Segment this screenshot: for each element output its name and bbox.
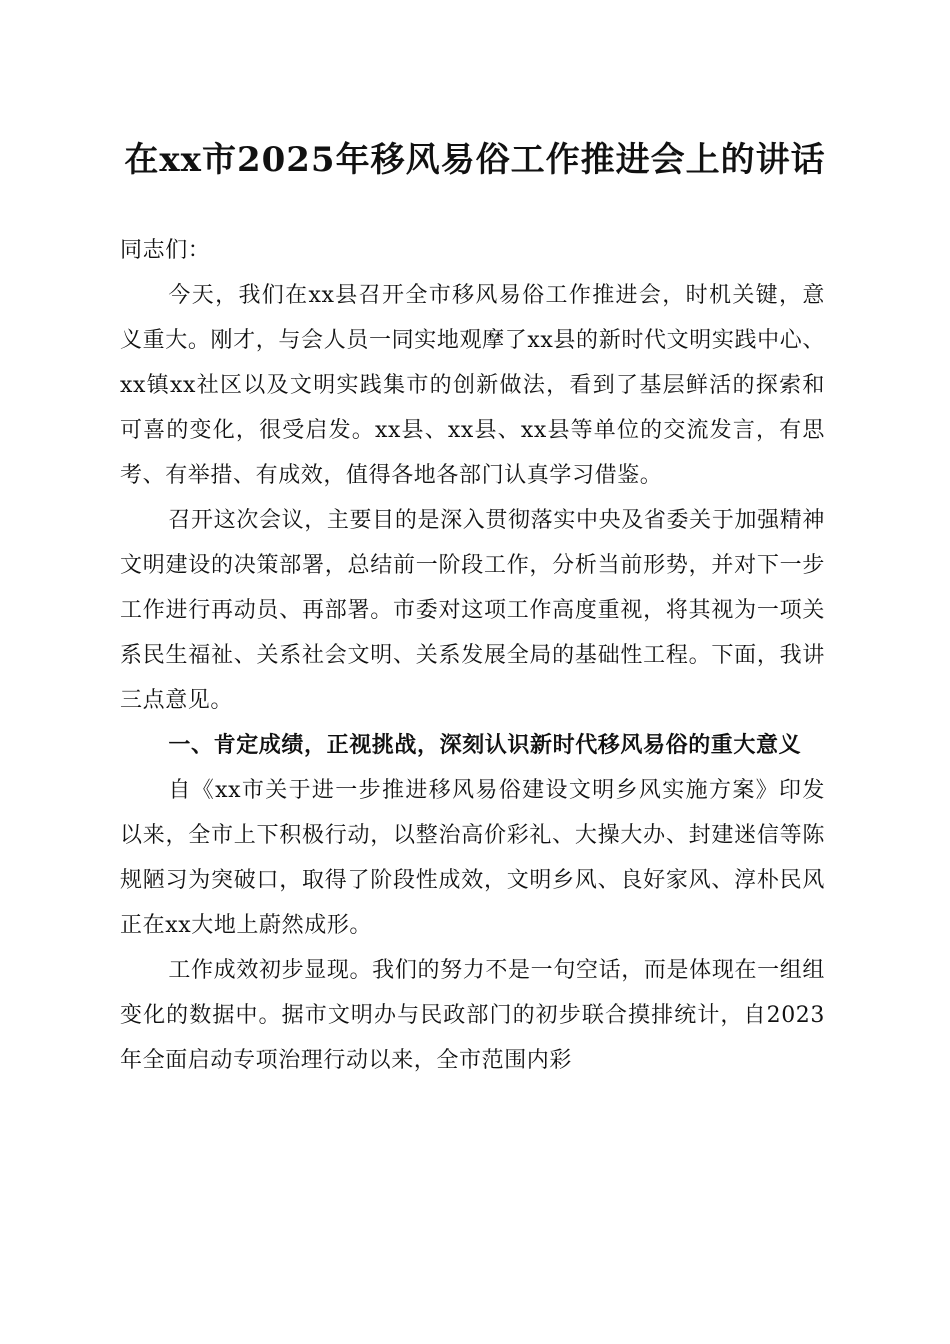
- body-paragraph: 工作成效初步显现。我们的努力不是一句空话，而是体现在一组组变化的数据中。据市文明办与民政部门的初步联合摸排统计，自2023年全面启动专项治理行动以来，全市范围内彩: [120, 958, 825, 1073]
- body-paragraph: 自《xx市关于进一步推进移风易俗建设文明乡风实施方案》印发以来，全市上下积极行动，以整治高价彩礼、大操大办、封建迷信等陈规陋习为突破口，取得了阶段性成效，文明乡风、良好家风、淳朴民风正在xx大地上蔚然成形。: [120, 778, 825, 938]
- document-title: 在xx市2025年移风易俗工作推进会上的讲话: [124, 140, 826, 180]
- section-heading: 一、肯定成绩，正视挑战，深刻认识新时代移风易俗的重大意义: [168, 733, 802, 758]
- body-paragraph: 今天，我们在xx县召开全市移风易俗工作推进会，时机关键，意义重大。刚才，与会人员一同实地观摩了xx县的新时代文明实践中心、xx镇xx社区以及文明实践集市的创新做法，看到了基层鲜活的探索和可喜的变化，很受启发。xx县、xx县、xx县等单位的交流发言，有思考、有举措、有成效，值得各地各部门认真学习借鉴。: [120, 283, 825, 488]
- body-paragraph: 召开这次会议，主要目的是深入贯彻落实中央及省委关于加强精神文明建设的决策部署，总结前一阶段工作，分析当前形势，并对下一步工作进行再动员、再部署。市委对这项工作高度重视，将其视为一项关系民生福祉、关系社会文明、关系发展全局的基础性工程。下面，我讲三点意见。: [120, 508, 825, 713]
- document-body: [120, 228, 825, 1083]
- salutation: 同志们：: [120, 238, 211, 263]
